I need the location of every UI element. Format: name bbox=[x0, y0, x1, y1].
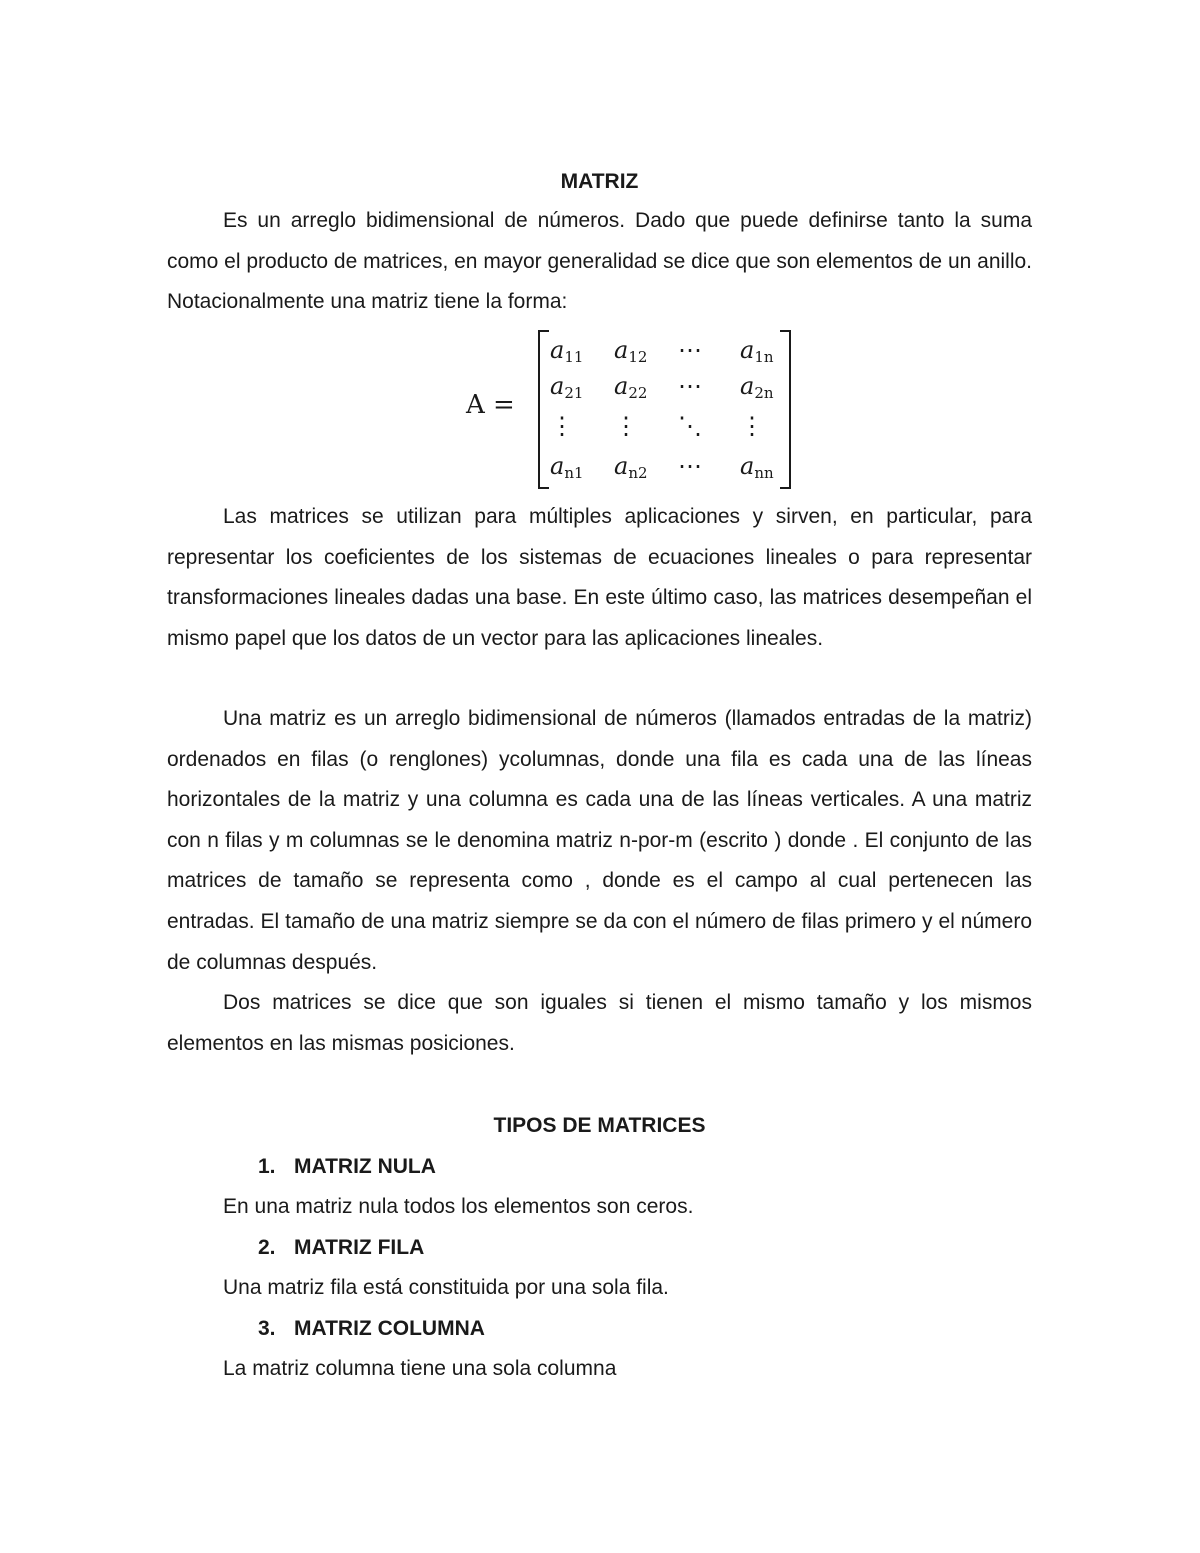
matrix-lhs: A = bbox=[466, 390, 515, 420]
type-description: En una matriz nula todos los elementos son ceros. bbox=[223, 1195, 694, 1218]
type-number: 3. bbox=[258, 1317, 276, 1340]
type-number: 2. bbox=[258, 1236, 276, 1259]
type-heading bbox=[258, 1236, 424, 1260]
matrix-entry-index: 21 bbox=[564, 384, 584, 402]
matrix-entry-index: n2 bbox=[628, 464, 648, 482]
matrix-entry: $a_{1n}$ bbox=[740, 336, 774, 366]
type-title: MATRIZ COLUMNA bbox=[294, 1317, 485, 1340]
type-heading bbox=[258, 1155, 436, 1179]
matrix-entry-index: nn bbox=[754, 464, 774, 482]
matrix-entry: ⋮ bbox=[614, 412, 638, 440]
type-number: 1. bbox=[258, 1155, 276, 1178]
matrix-entry: $a_{12}$ bbox=[614, 336, 648, 366]
matrix-entry-index: n1 bbox=[564, 464, 584, 482]
paragraph-definition: Una matriz es un arreglo bidimensional de números (llamados entradas de la matriz) ordenados en filas (o renglones) ycolumnas, donde una fila es cada una de las líneas horizontales de la matriz y una columna es cada una de las líneas verticales. A una matriz con n filas y m columnas se le denomina matriz n-por-m (escrito ) donde . El conjunto de las matrices de tamaño se representa como , donde es el campo al cual pertenecen las entradas. El tamaño de una matriz siempre se da con el número de filas primero y el número de columnas después. bbox=[167, 707, 1032, 974]
matrix-entry: $a_{11}$ bbox=[550, 336, 584, 366]
matrix-entry: $a_{nn}$ bbox=[740, 452, 774, 482]
matrix-entry: ⋱ bbox=[678, 412, 702, 440]
matrix-entry-index: 11 bbox=[564, 348, 584, 366]
matrix-entry: ⋮ bbox=[550, 412, 574, 440]
matrix-entry: ⋯ bbox=[678, 336, 702, 364]
intro-paragraph: Es un arreglo bidimensional de números. Dado que puede definirse tanto la suma como el producto de matrices, en mayor generalidad se dice que son elementos de un anillo. Notacionalmente una matriz tiene la forma: bbox=[167, 209, 1033, 314]
matrix-entry: ⋯ bbox=[678, 372, 702, 400]
matrix-entry: $a_{n2}$ bbox=[614, 452, 648, 482]
matrix-entry-index: 22 bbox=[628, 384, 648, 402]
matrix-entry: $a_{21}$ bbox=[550, 372, 584, 402]
matrix-entry: $a_{22}$ bbox=[614, 372, 648, 402]
matrix-entry: $a_{2n}$ bbox=[740, 372, 774, 402]
matrix-entry: ⋯ bbox=[678, 452, 702, 480]
matrix-entry: ⋮ bbox=[740, 412, 764, 440]
matrix-left-bracket bbox=[538, 330, 549, 489]
matrix-entry: $a_{n1}$ bbox=[550, 452, 584, 482]
type-title: MATRIZ NULA bbox=[294, 1155, 436, 1178]
matrix-right-bracket bbox=[780, 330, 791, 489]
section-title: TIPOS DE MATRICES bbox=[493, 1114, 706, 1137]
matrix-entry-index: 2n bbox=[754, 384, 774, 402]
paragraph-equality: Dos matrices se dice que son iguales si tienen el mismo tamaño y los mismos elementos en las mismas posiciones. bbox=[167, 991, 1032, 1055]
matrix-entry-index: 1n bbox=[754, 348, 774, 366]
type-heading bbox=[258, 1317, 485, 1341]
type-description: Una matriz fila está constituida por una sola fila. bbox=[223, 1276, 669, 1299]
type-title: MATRIZ FILA bbox=[294, 1236, 425, 1259]
document-title: MATRIZ bbox=[560, 170, 639, 193]
type-description: La matriz columna tiene una sola columna bbox=[223, 1357, 617, 1380]
matrix-equation bbox=[466, 328, 796, 488]
paragraph-applications: Las matrices se utilizan para múltiples aplicaciones y sirven, en particular, para representar los coeficientes de los sistemas de ecuaciones lineales o para representar transformaciones lineales dadas una base. En este último caso, las matrices desempeñan el mismo papel que los datos de un vector para las aplicaciones lineales. bbox=[167, 505, 1032, 650]
matrix-entry-index: 12 bbox=[628, 348, 648, 366]
